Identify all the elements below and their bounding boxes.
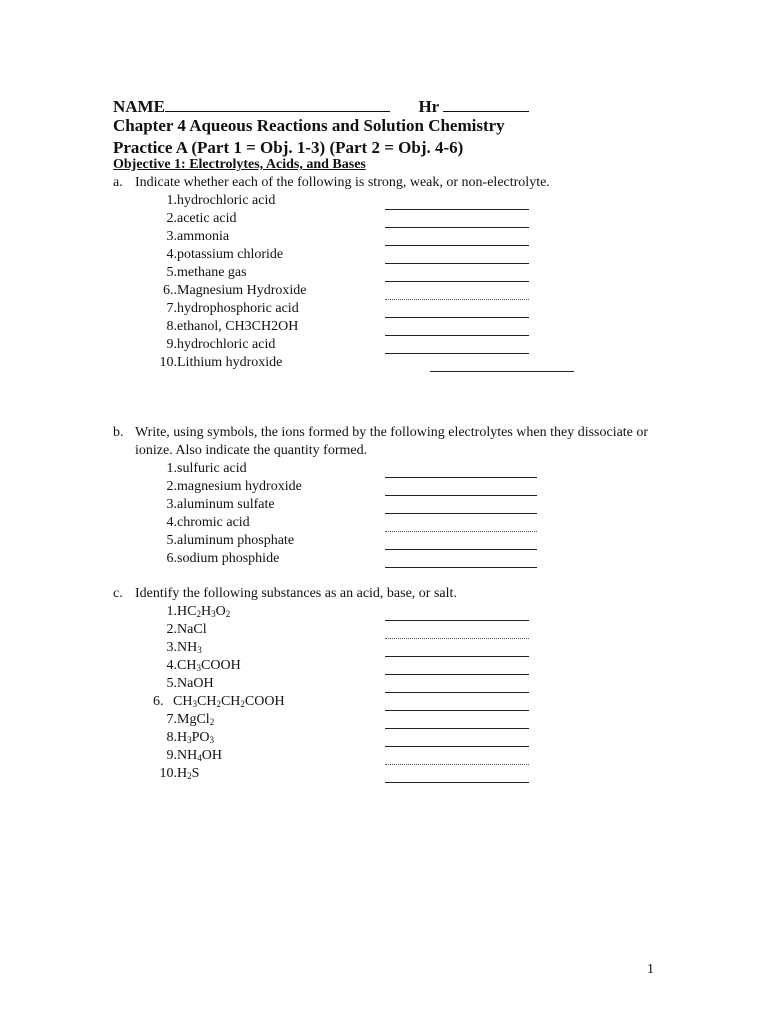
- list-item: [113, 246, 673, 264]
- item-number: 5.: [166, 265, 177, 280]
- item-label: potassium chloride: [177, 247, 284, 262]
- list-item: [113, 621, 673, 639]
- item-number: 7.: [166, 712, 177, 727]
- item-formula: $CH_3COOH$: [177, 658, 241, 673]
- answer-blank[interactable]: [385, 606, 529, 621]
- item-number: 8.: [166, 319, 177, 334]
- item-label: aluminum phosphate: [177, 533, 295, 548]
- practice-subtitle: Practice A (Part 1 = Obj. 1-3) (Part 2 = Obj. 4-6): [113, 138, 464, 157]
- list-item: [113, 228, 673, 246]
- section-a-prompt-text: Indicate whether each of the following is strong, weak, or non-electrolyte.: [135, 175, 550, 190]
- section-b-prompt: [113, 424, 673, 460]
- list-item: [113, 282, 673, 300]
- list-item: [113, 354, 673, 372]
- section-a: [113, 174, 673, 372]
- item-number: 8.: [166, 730, 177, 745]
- answer-blank[interactable]: [385, 768, 529, 783]
- item-number: 6.: [166, 551, 177, 566]
- section-b-letter: b.: [113, 425, 124, 440]
- answer-blank[interactable]: [385, 535, 537, 550]
- list-item: [113, 693, 673, 711]
- item-label: acetic acid: [177, 211, 237, 226]
- section-a-prompt: [113, 174, 673, 192]
- item-label: methane gas: [177, 265, 247, 280]
- name-blank[interactable]: [165, 95, 390, 112]
- item-formula: NaCl: [177, 622, 207, 637]
- item-number: 6..: [163, 283, 177, 298]
- item-number: 1.: [166, 461, 177, 476]
- list-item: [113, 460, 673, 478]
- answer-blank[interactable]: [385, 678, 529, 693]
- section-c-prompt-text: Identify the following substances as an acid, base, or salt.: [135, 586, 457, 601]
- item-formula: $NH_4OH$: [177, 748, 222, 763]
- list-item: [113, 603, 673, 621]
- answer-blank[interactable]: [385, 696, 529, 711]
- item-label: hydrochloric acid: [177, 193, 276, 208]
- item-label: sodium phosphide: [177, 551, 280, 566]
- name-label: NAME: [113, 97, 165, 116]
- list-item: [113, 496, 673, 514]
- hr-blank[interactable]: [443, 95, 529, 112]
- answer-blank[interactable]: [385, 463, 537, 478]
- item-number: 3.: [166, 229, 177, 244]
- list-item: [113, 639, 673, 657]
- section-c-prompt: [113, 585, 673, 603]
- answer-blank[interactable]: [385, 499, 537, 514]
- answer-blank[interactable]: [385, 249, 529, 264]
- item-label: chromic acid: [177, 515, 250, 530]
- answer-blank[interactable]: [385, 517, 537, 532]
- item-formula: MgCl$_2$: [177, 712, 215, 727]
- hr-label: Hr: [418, 97, 439, 116]
- objective-heading: Objective 1: Electrolytes, Acids, and Bases: [113, 157, 366, 172]
- item-label: ethanol, CH3CH2OH: [177, 319, 299, 334]
- answer-blank[interactable]: [385, 213, 529, 228]
- answer-blank[interactable]: [385, 750, 529, 765]
- list-item: [113, 264, 673, 282]
- item-number: 7.: [166, 301, 177, 316]
- item-number: 3.: [166, 497, 177, 512]
- item-label: hydrochloric acid: [177, 337, 276, 352]
- item-label: aluminum sulfate: [177, 497, 275, 512]
- item-number: 9.: [166, 748, 177, 763]
- name-hr-line: [113, 95, 529, 117]
- answer-blank[interactable]: [385, 714, 529, 729]
- item-label: Lithium hydroxide: [177, 355, 283, 370]
- item-label: sulfuric acid: [177, 461, 247, 476]
- list-item: [113, 210, 673, 228]
- answer-blank[interactable]: [385, 231, 529, 246]
- list-item: [113, 675, 673, 693]
- item-label: Magnesium Hydroxide: [177, 283, 307, 298]
- list-item: [113, 747, 673, 765]
- item-formula: $H_2S$: [177, 766, 200, 781]
- answer-blank[interactable]: [385, 642, 529, 657]
- list-item: [113, 765, 673, 783]
- item-number: 10.: [159, 355, 177, 370]
- list-item: [113, 478, 673, 496]
- answer-blank[interactable]: [385, 481, 537, 496]
- answer-blank[interactable]: [385, 339, 529, 354]
- answer-blank[interactable]: [385, 624, 529, 639]
- list-item: [113, 514, 673, 532]
- item-formula: $NH_3$: [177, 640, 202, 655]
- item-formula: $HC_2H_3O_2$: [177, 604, 231, 619]
- item-number: 9.: [166, 337, 177, 352]
- answer-blank[interactable]: [385, 660, 529, 675]
- list-item: [113, 300, 673, 318]
- section-c-letter: c.: [113, 586, 123, 601]
- answer-blank[interactable]: [385, 553, 537, 568]
- item-number: 2.: [166, 479, 177, 494]
- item-number: 1.: [166, 193, 177, 208]
- item-number: 2.: [166, 211, 177, 226]
- list-item: [113, 336, 673, 354]
- section-b-prompt-text: Write, using symbols, the ions formed by the following electrolytes when they dissociate or ionize. Also indicate the quantity formed.: [135, 425, 649, 458]
- item-number: 5.: [166, 676, 177, 691]
- item-number: 3.: [166, 640, 177, 655]
- item-label: ammonia: [177, 229, 230, 244]
- item-number: 6.: [153, 694, 164, 709]
- item-number: 1.: [166, 604, 177, 619]
- answer-blank[interactable]: [385, 267, 529, 282]
- answer-blank[interactable]: [385, 195, 529, 210]
- answer-blank[interactable]: [430, 357, 574, 372]
- list-item: [113, 550, 673, 568]
- item-number: 10.: [159, 766, 177, 781]
- answer-blank[interactable]: [385, 321, 529, 336]
- list-item: [113, 318, 673, 336]
- item-number: 5.: [166, 533, 177, 548]
- answer-blank[interactable]: [385, 732, 529, 747]
- list-item: [113, 711, 673, 729]
- item-formula: NaOH: [177, 676, 214, 691]
- item-label: hydrophosphoric acid: [177, 301, 299, 316]
- section-c: [113, 585, 673, 783]
- section-a-letter: a.: [113, 175, 123, 190]
- item-number: 4.: [166, 658, 177, 673]
- item-number: 4.: [166, 247, 177, 262]
- list-item: [113, 657, 673, 675]
- item-number: 4.: [166, 515, 177, 530]
- item-formula: $H_3PO_3$: [177, 730, 215, 745]
- section-b: [113, 424, 673, 568]
- list-item: [113, 192, 673, 210]
- list-item: [113, 532, 673, 550]
- answer-blank[interactable]: [385, 303, 529, 318]
- list-item: [113, 729, 673, 747]
- item-number: 2.: [166, 622, 177, 637]
- item-formula: $CH_3CH_2CH_2COOH$: [173, 694, 285, 709]
- page-title: Chapter 4 Aqueous Reactions and Solution Chemistry: [113, 116, 505, 135]
- answer-blank[interactable]: [385, 285, 529, 300]
- item-label: magnesium hydroxide: [177, 479, 302, 494]
- page-number: 1: [647, 962, 654, 977]
